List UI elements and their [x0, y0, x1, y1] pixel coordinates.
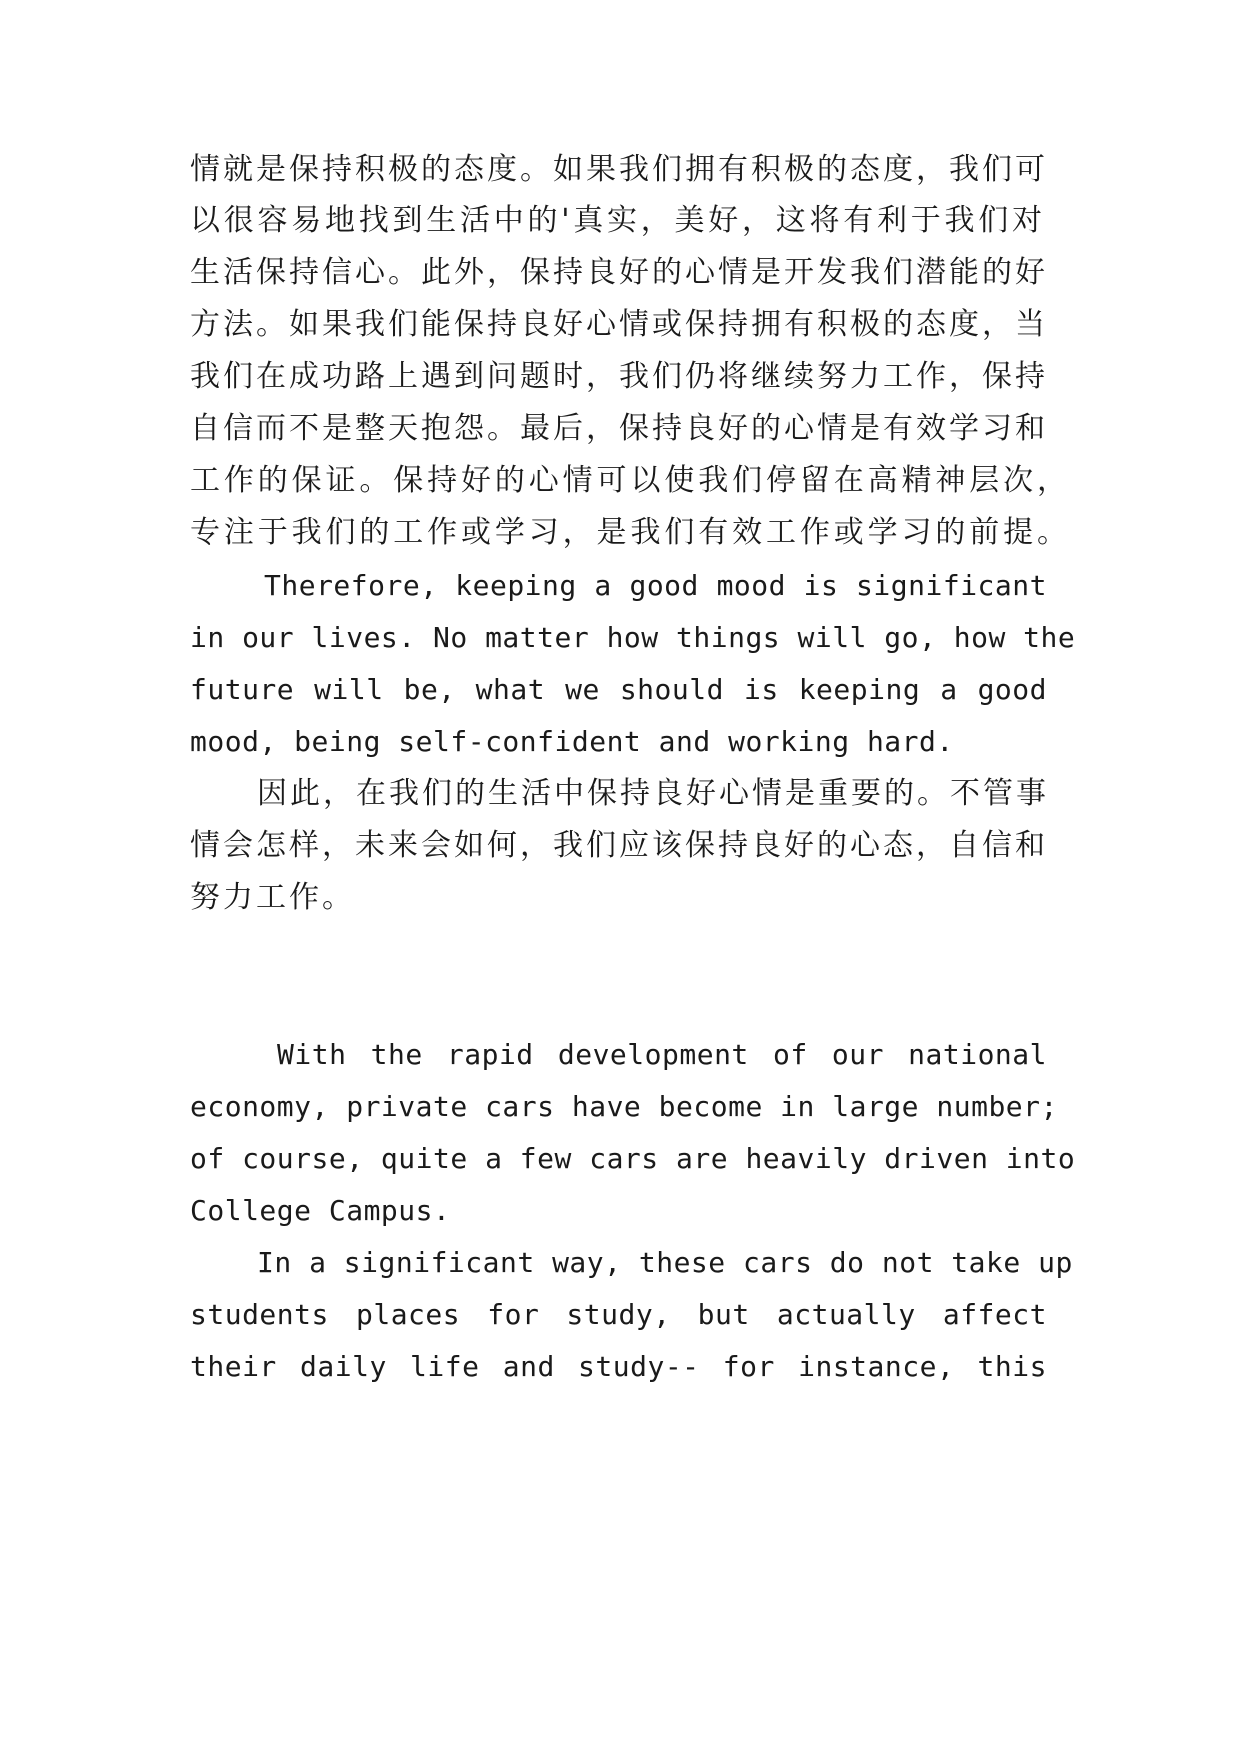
paragraph-line: students places for study, but actually affect — [190, 1298, 1047, 1331]
paragraph-line: 工作的保证。保持好的心情可以使我们停留在高精神层次， — [190, 463, 1070, 498]
paragraph-line: 因此，在我们的生活中保持良好心情是重要的。不管事 — [257, 776, 1049, 811]
paragraph-line: in our lives. No matter how things will go, how the — [190, 621, 1076, 654]
paragraph-line: Therefore, keeping a good mood is significant — [264, 569, 1047, 602]
paragraph-line: 努力工作。 — [190, 880, 355, 915]
paragraph-line: In a significant way, these cars do not take up — [257, 1246, 1073, 1279]
paragraph-line: 生活保持信心。此外，保持良好的心情是开发我们潜能的好 — [190, 255, 1048, 290]
paragraph-line: 自信而不是整天抱怨。最后，保持良好的心情是有效学习和 — [190, 411, 1048, 446]
paragraph-line: 以很容易地找到生活中的'真实，美好，这将有利于我们对 — [190, 203, 1045, 238]
paragraph-line: College Campus. — [190, 1194, 451, 1227]
paragraph-line: With the rapid development of our national — [277, 1038, 1047, 1071]
paragraph-line: economy, private cars have become in large number; — [190, 1090, 1058, 1123]
paragraph-line: mood, being self-confident and working hard. — [190, 725, 954, 758]
paragraph-line: 专注于我们的工作或学习，是我们有效工作或学习的前提。 — [190, 515, 1070, 550]
paragraph-line: future will be, what we should is keeping a good — [190, 673, 1047, 706]
paragraph-line: 方法。如果我们能保持良好心情或保持拥有积极的态度，当 — [190, 307, 1048, 342]
paragraph-line: of course, quite a few cars are heavily driven into — [190, 1142, 1076, 1175]
paragraph-line: 情就是保持积极的态度。如果我们拥有积极的态度，我们可 — [190, 152, 1048, 187]
paragraph-line: 我们在成功路上遇到问题时，我们仍将继续努力工作，保持 — [190, 359, 1048, 394]
paragraph-line: their daily life and study-- for instance, this — [190, 1350, 1047, 1383]
paragraph-line: 情会怎样，未来会如何，我们应该保持良好的心态，自信和 — [190, 828, 1048, 863]
